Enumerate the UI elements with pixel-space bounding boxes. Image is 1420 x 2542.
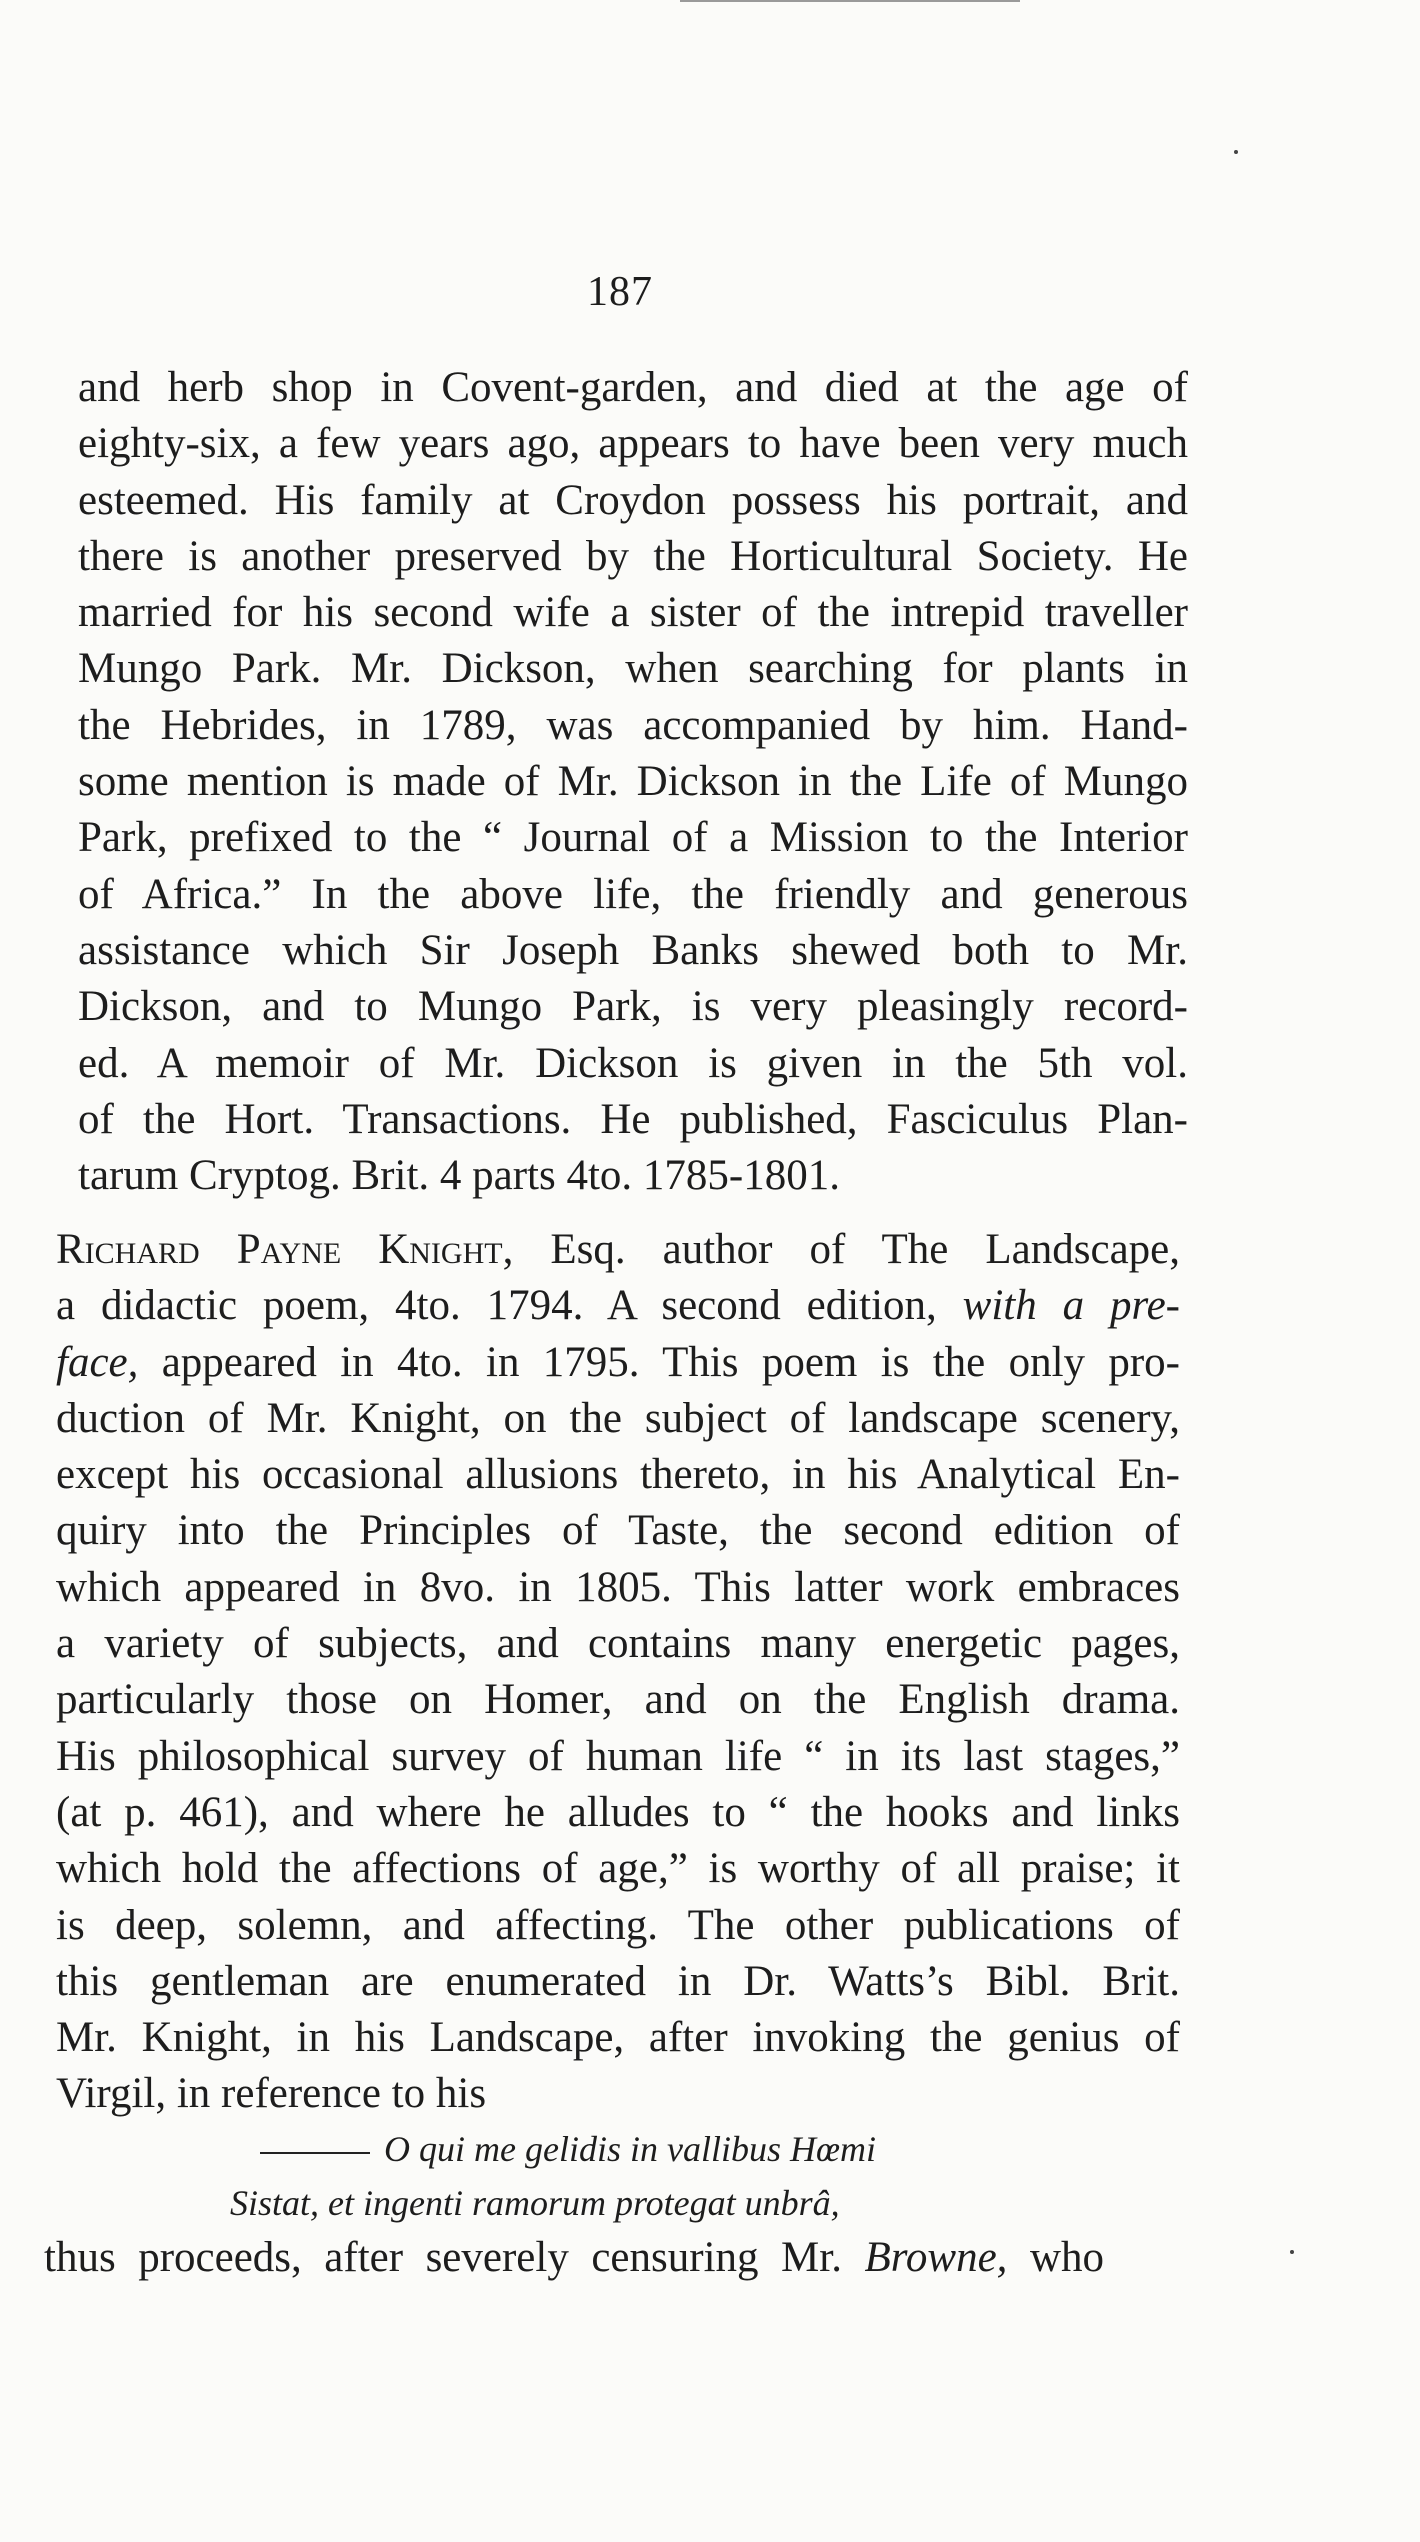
paragraph-line: except his occasional allusions thereto, in his Analytical En- bbox=[56, 1451, 1180, 1499]
paragraph-knight bbox=[56, 1222, 1180, 2123]
paragraph-line: some mention is made of Mr. Dickson in the Life of Mungo bbox=[78, 758, 1188, 806]
paragraph-line: duction of Mr. Knight, on the subject of landscape scenery, bbox=[56, 1394, 1180, 1442]
paragraph-line: tarum Cryptog. Brit. 4 parts 4to. 1785-1801. bbox=[78, 1152, 840, 1200]
latin-quotation bbox=[230, 2122, 930, 2230]
paragraph-line: Dickson, and to Mungo Park, is very pleasingly record- bbox=[78, 983, 1188, 1031]
paragraph-line: of the Hort. Transactions. He published, Fasciculus Plan- bbox=[78, 1095, 1188, 1143]
paragraph-line: there is another preserved by the Horticultural Society. He bbox=[78, 532, 1188, 580]
paragraph-line: Richard Payne Knight, Esq. author of The Landscape, bbox=[56, 1226, 1181, 1273]
paragraph-line: ed. A memoir of Mr. Dickson is given in the 5th vol. bbox=[78, 1039, 1188, 1087]
quotation-line-1: O qui me gelidis in vallibus Hœmi bbox=[230, 2122, 930, 2176]
paragraph-line: (at p. 461), and where he alludes to “ the hooks and links bbox=[56, 1788, 1180, 1836]
paragraph-line: married for his second wife a sister of the intrepid traveller bbox=[78, 589, 1188, 637]
paragraph-line: quiry into the Principles of Taste, the second edition of bbox=[56, 1507, 1180, 1555]
paragraph-line: is deep, solemn, and affecting. The other publications of bbox=[56, 1901, 1180, 1949]
paragraph-line: eighty-six, a few years ago, appears to have been very much bbox=[78, 420, 1188, 468]
paragraph-line: Park, prefixed to the “ Journal of a Mission to the Interior bbox=[78, 814, 1188, 862]
paragraph-line: a variety of subjects, and contains many energetic pages, bbox=[56, 1620, 1180, 1668]
paragraph-line: the Hebrides, in 1789, was accompanied by him. Hand- bbox=[78, 701, 1188, 749]
paragraph-line: a didactic poem, 4to. 1794. A second edition, with a pre- bbox=[56, 1282, 1180, 1330]
paragraph-line: this gentleman are enumerated in Dr. Watts’s Bibl. Brit. bbox=[56, 1957, 1180, 2005]
paragraph-line: assistance which Sir Joseph Banks shewed both to Mr. bbox=[78, 926, 1188, 974]
paragraph-line: esteemed. His family at Croydon possess his portrait, and bbox=[78, 476, 1188, 524]
page-number: 187 bbox=[587, 269, 653, 315]
paragraph-line: which appeared in 8vo. in 1805. This latter work embraces bbox=[56, 1563, 1180, 1611]
paper-speck bbox=[1290, 2250, 1294, 2254]
paragraph-line: and herb shop in Covent-garden, and died at the age of bbox=[78, 364, 1188, 411]
paragraph-line: Virgil, in reference to his bbox=[56, 2070, 487, 2118]
paper-speck bbox=[1234, 150, 1238, 154]
quotation-line-2: Sistat, et ingenti ramorum protegat unbrâ, bbox=[230, 2183, 840, 2223]
paragraph-line: His philosophical survey of human life “ in its last stages,” bbox=[56, 1732, 1180, 1780]
paragraph-line: Mr. Knight, in his Landscape, after invoking the genius of bbox=[56, 2014, 1180, 2062]
paragraph-line: Mungo Park. Mr. Dickson, when searching for plants in bbox=[78, 645, 1188, 693]
paragraph-line: particularly those on Homer, and on the English drama. bbox=[56, 1676, 1180, 1724]
paragraph-line: face, appeared in 4to. in 1795. This poem is the only pro- bbox=[56, 1338, 1180, 1386]
paragraph-dickson bbox=[78, 360, 1188, 1204]
paragraph-line: which hold the affections of age,” is worthy of all praise; it bbox=[56, 1845, 1180, 1893]
paragraph-line: of Africa.” In the above life, the friendly and generous bbox=[78, 870, 1188, 918]
final-line: thus proceeds, after severely censuring Mr. Browne, who bbox=[44, 2234, 1104, 2281]
author-name: Richard Payne Knight, bbox=[56, 1226, 514, 1273]
top-edge-rule bbox=[680, 0, 1020, 2]
